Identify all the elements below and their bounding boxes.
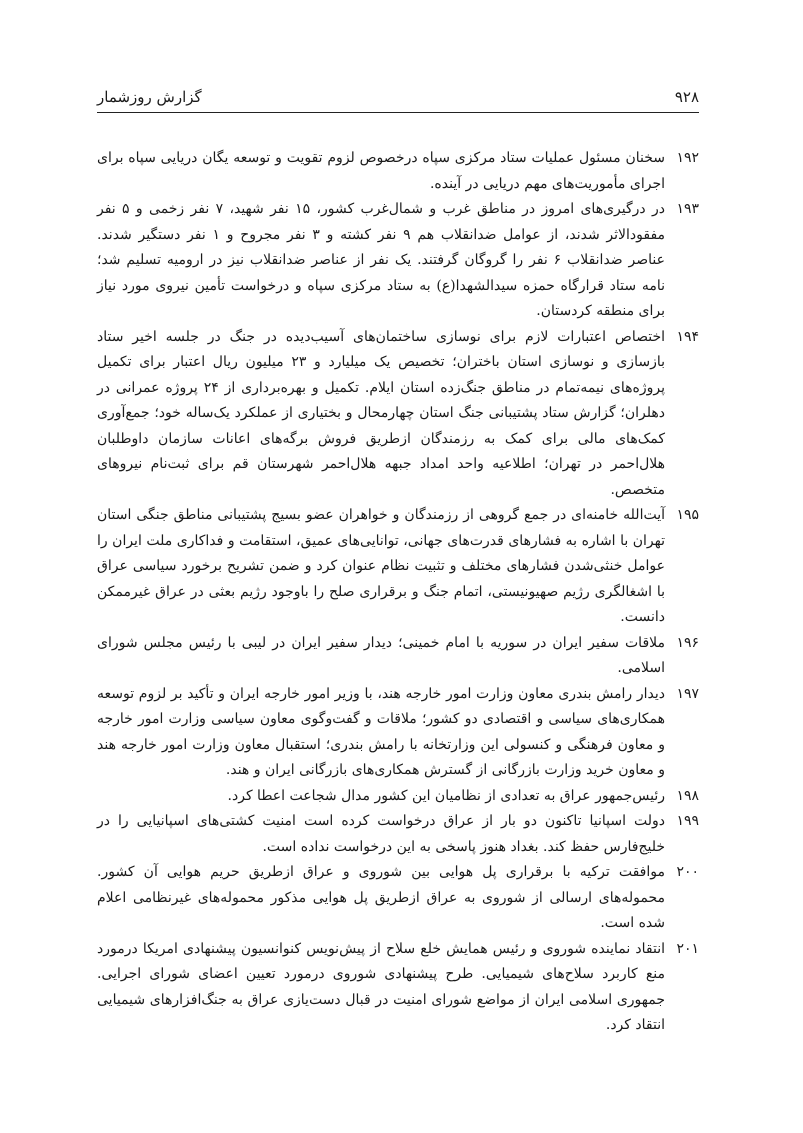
entry-193 — [97, 197, 699, 325]
entry-number: ۱۹۸ — [676, 787, 699, 804]
entry-text: آیت‌الله خامنه‌ای در جمع گروهی از رزمندگان و خواهران عضو بسیج پشتیبانی مناطق جنگی استان تهران با اشاره به فشارهای قدرت‌های جهانی، توانایی‌های عمیق، استقامت و فداکاری ملت ایران را عوامل خنثی‌شدن فشارهای مختلف و تثبیت نظام عنوان کرد و ضمن تشریح برخورد سیاسی عراق با اشغالگری رژیم صهیونیستی، اتمام جنگ و برقراری صلح را باوجود رژیم بعثی در عراق غیرممکن دانست. — [97, 507, 665, 625]
entry-192 — [97, 146, 699, 197]
entry-text: دولت اسپانیا تاکنون دو بار از عراق درخواست کرده است امنیت کشتی‌های اسپانیایی را در خلیج‌فارس حفظ کند. بغداد هنوز پاسخی به این درخواست نداده است. — [97, 813, 665, 855]
entry-number: ۲۰۱ — [676, 940, 699, 957]
entry-text: اختصاص اعتبارات لازم برای نوسازی ساختمان‌های آسیب‌دیده در جنگ در جلسه اخیر ستاد بازسازی و نوسازی استان باختران؛ تخصیص یک میلیارد و ۲۳ میلیون ریال اعتبار برای تکمیل پروژه‌های نیمه‌تمام در مناطق جنگ‌زده استان ایلام. تکمیل و بهره‌برداری از ۲۴ پروژه عمرانی در دهلران؛ گزارش ستاد پشتیبانی جنگ استان چهارمحال و بختیاری از عملکرد یک‌ساله خود؛ جمع‌آوری کمک‌های مالی برای کمک به رزمندگان ازطریق فروش برگه‌های اعانات سازمان داوطلبان هلال‌احمر در تهران؛ اطلاعیه واحد امداد جبهه هلال‌احمر شهرستان قم برای ثبت‌نام نیروهای متخصص. — [97, 328, 665, 498]
entry-list — [97, 146, 699, 1039]
entry-201 — [97, 937, 699, 1039]
entry-number: ۱۹۳ — [676, 201, 699, 217]
page-header — [97, 88, 699, 113]
page-number: ۹۲۸ — [674, 88, 699, 106]
running-title: گزارش روزشمار — [97, 88, 202, 106]
entry-number: ۱۹۶ — [676, 634, 699, 651]
entry-number: ۱۹۹ — [676, 813, 699, 829]
entry-number: ۱۹۵ — [676, 507, 699, 523]
entry-text: سخنان مسئول عملیات ستاد مرکزی سپاه درخصوص لزوم تقویت و توسعه یگان دریایی سپاه برای اجرای مأموریت‌های مهم دریایی در آینده. — [97, 150, 665, 192]
entry-197 — [97, 682, 699, 784]
entry-text: ملاقات سفیر ایران در سوریه با امام خمینی؛ دیدار سفیر ایران در لیبی با رئیس مجلس شورای اسلامی. — [97, 634, 665, 676]
entry-text: در درگیری‌های امروز در مناطق غرب و شمال‌غرب کشور، ۱۵ نفر شهید، ۷ نفر زخمی و ۵ نفر مفقودالاثر شدند، از عوامل ضدانقلاب هم ۹ نفر کشته و ۳ نفر مجروح و ۱ نفر دستگیر شدند. عناصر ضدانقلاب ۶ نفر را گروگان گرفتند. یک نفر از عناصر ضدانقلاب نیز در ارومیه تسلیم شد؛ نامه ستاد قرارگاه حمزه سیدالشهدا(ع) به ستاد مرکزی سپاه و درخواست تأمین نیروی مورد نیاز برای منطقه کردستان. — [97, 201, 666, 319]
entry-number: ۱۹۴ — [676, 328, 699, 345]
entry-text: انتقاد نماینده شوروی و رئیس همایش خلع سلاح از پیش‌نویس کنوانسیون پیشنهادی امریکا درمورد منع کاربرد سلاح‌های شیمیایی. طرح پیشنهادی شوروی درمورد تعیین اعضای شورای اجرایی. جمهوری اسلامی ایران از مواضع شورای امنیت در قبال دست‌یازی عراق به جنگ‌افزارهای شیمیایی انتقاد کرد. — [97, 940, 665, 1033]
entry-number: ۱۹۲ — [676, 150, 699, 166]
entry-199 — [97, 809, 699, 860]
entry-text: رئیس‌جمهور عراق به تعدادی از نظامیان این کشور مدال شجاعت اعطا کرد. — [227, 787, 665, 804]
entry-200 — [97, 860, 699, 937]
entry-194 — [97, 325, 699, 504]
entry-text: دیدار رامش بندری معاون وزارت امور خارجه هند، با وزیر امور خارجه ایران و تأکید بر لزوم توسعه همکاری‌های سیاسی و اقتصادی دو کشور؛ ملاقات و گفت‌وگوی معاون سیاسی وزارت امور خارجه و معاون فرهنگی و کنسولی این وزارتخانه با رامش بندری؛ استقبال معاون وزارت امور خارجه هند و معاون خرید وزارت بازرگانی از گسترش همکاری‌های بازرگانی ایران و هند. — [97, 685, 665, 778]
entry-195 — [97, 503, 699, 631]
entry-number: ۱۹۷ — [676, 685, 699, 702]
entry-number: ۲۰۰ — [676, 864, 699, 880]
entry-198 — [97, 784, 699, 810]
entry-196 — [97, 631, 699, 682]
entry-text: موافقت ترکیه با برقراری پل هوایی بین شوروی و عراق ازطریق حریم هوایی آن کشور. محموله‌های ارسالی از شوروی به عراق ازطریق پل هوایی مذکور محموله‌های غیرنظامی اعلام شده است. — [97, 864, 665, 931]
